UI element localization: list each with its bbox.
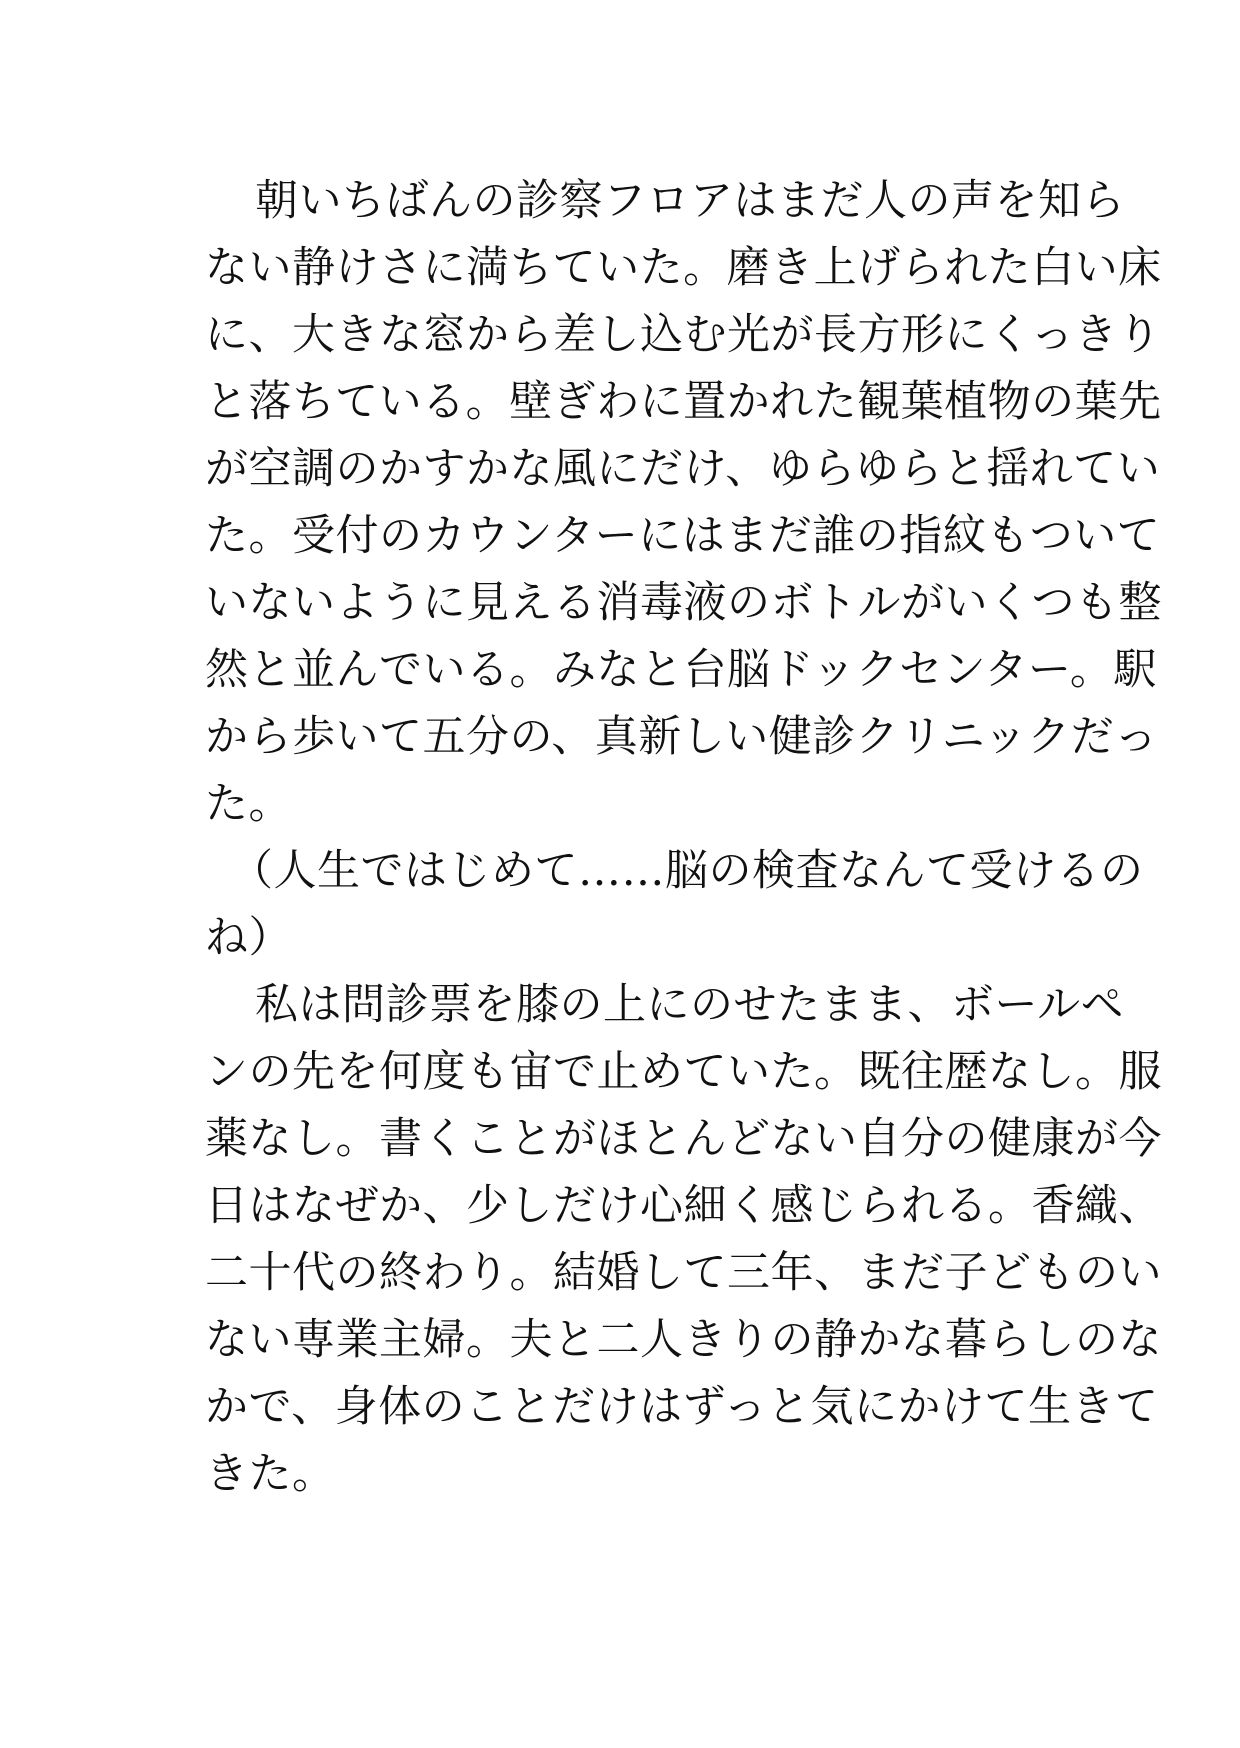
text-line: 日はなぜか、少しだけ心細く感じられる。香織、 bbox=[205, 1181, 1162, 1231]
text-line: が空調のかすかな風にだけ、ゆらゆらと揺れてい bbox=[205, 444, 1161, 494]
paragraph-3 bbox=[205, 972, 1162, 1508]
text-line: 私は問診票を膝の上にのせたまま、ボールペ bbox=[255, 980, 1125, 1030]
text-line: 二十代の終わり。結婚して三年、まだ子どものい bbox=[205, 1248, 1162, 1298]
text-line: に、大きな窓から差し込む光が長方形にくっきり bbox=[205, 310, 1162, 360]
text-line: きた。 bbox=[205, 1449, 336, 1499]
paragraph-2 bbox=[205, 838, 1144, 972]
text-line: ンの先を何度も宙で止めていた。既往歴なし。服 bbox=[205, 1047, 1162, 1097]
text-line: 然と並んでいる。みなと台脳ドックセンター。駅 bbox=[205, 645, 1157, 695]
text-line: いないように見える消毒液のボトルがいくつも整 bbox=[205, 578, 1162, 628]
text-line: た。 bbox=[205, 779, 292, 829]
text-line: 朝いちばんの診察フロアはまだ人の声を知ら bbox=[255, 176, 1125, 226]
text-line: と落ちている。壁ぎわに置かれた観葉植物の葉先 bbox=[205, 377, 1162, 427]
text-line: から歩いて五分の、真新しい健診クリニックだっ bbox=[205, 712, 1158, 762]
text-line: た。受付のカウンターにはまだ誰の指紋もついて bbox=[205, 511, 1161, 561]
body-text bbox=[205, 168, 1162, 1508]
text-line: （人生ではじめて……脳の検査なんて受けるの bbox=[230, 846, 1144, 896]
text-line: 薬なし。書くことがほとんどない自分の健康が今 bbox=[205, 1114, 1162, 1164]
paragraph-1 bbox=[205, 168, 1162, 838]
text-line: ない専業主婦。夫と二人きりの静かな暮らしのな bbox=[205, 1315, 1162, 1365]
text-line: ね） bbox=[205, 913, 292, 963]
text-line: かで、身体のことだけはずっと気にかけて生きて bbox=[205, 1382, 1159, 1432]
text-line: ない静けさに満ちていた。磨き上げられた白い床 bbox=[205, 243, 1162, 293]
